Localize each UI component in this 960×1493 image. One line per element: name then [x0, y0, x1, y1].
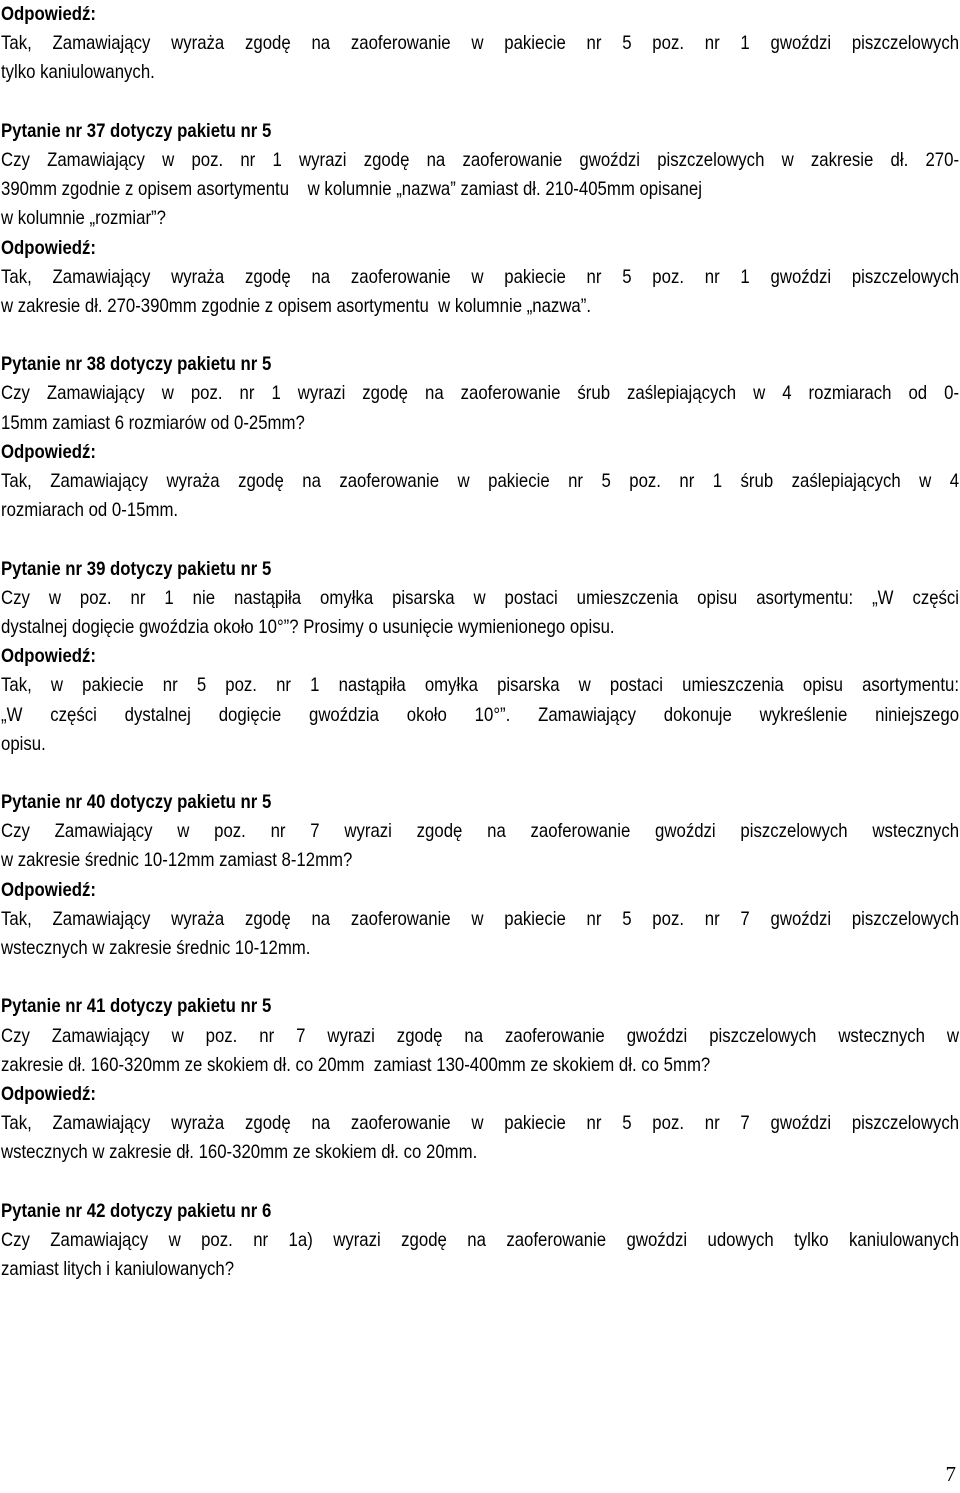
- question-heading: Pytanie nr 40 dotyczy pakietu nr 5: [1, 791, 272, 814]
- question-line: Czy w poz. nr 1 nie nastąpiła omyłka pisarska w postaci umieszczenia opisu asortymentu: „W części: [1, 586, 960, 609]
- answer-line: Tak, w pakiecie nr 5 poz. nr 1 nastąpiła omyłka pisarska w postaci umieszczenia opisu asortymentu:: [1, 674, 960, 697]
- question-line: Czy Zamawiający w poz. nr 7 wyrazi zgodę na zaoferowanie gwoździ piszczelowych wstecznych: [1, 820, 960, 843]
- question-line: zamiast litych i kaniulowanych?: [1, 1258, 235, 1281]
- question-section: [1, 992, 959, 1167]
- answer-line: opisu.: [1, 732, 46, 755]
- section-spacer: [1, 321, 959, 350]
- question-line: Czy Zamawiający w poz. nr 1 wyrazi zgodę na zaoferowanie gwoździ piszczelowych w zakresie dł. 270-: [1, 148, 960, 171]
- question-line: 15mm zamiast 6 rozmiarów od 0-25mm?: [1, 411, 305, 434]
- answer-line: Tak, Zamawiający wyraża zgodę na zaoferowanie w pakiecie nr 5 poz. nr 1 śrub zaślepiających w 4: [1, 470, 960, 492]
- answer-label: Odpowiedź:: [1, 440, 97, 463]
- question-heading: Pytanie nr 39 dotyczy pakietu nr 5: [1, 557, 272, 580]
- answer-line: Tak, Zamawiający wyraża zgodę na zaoferowanie w pakiecie nr 5 poz. nr 7 gwoździ piszczelowych: [1, 1112, 960, 1135]
- question-line: Czy Zamawiający w poz. nr 1 wyrazi zgodę na zaoferowanie śrub zaślepiających w 4 rozmiarach od 0-: [1, 382, 960, 405]
- section-spacer: [1, 88, 959, 117]
- answer-label: Odpowiedź:: [1, 1082, 97, 1105]
- question-heading: Pytanie nr 41 dotyczy pakietu nr 5: [1, 995, 272, 1018]
- answer-line: w zakresie dł. 270-390mm zgodnie z opisem asortymentu w kolumnie „nazwa”.: [1, 294, 592, 317]
- question-line: Czy Zamawiający w poz. nr 1a) wyrazi zgodę na zaoferowanie gwoździ udowych tylko kaniulowanych: [1, 1228, 960, 1251]
- answer-label: Odpowiedź:: [1, 236, 97, 259]
- answer-line: wstecznych w zakresie średnic 10-12mm.: [1, 937, 311, 959]
- answer-line: wstecznych w zakresie dł. 160-320mm ze skokiem dł. co 20mm.: [1, 1141, 478, 1164]
- question-line: w zakresie średnic 10-12mm zamiast 8-12mm?: [1, 849, 353, 872]
- question-line: 390mm zgodnie z opisem asortymentu w kolumnie „nazwa” zamiast dł. 210-405mm opisanej: [1, 178, 702, 201]
- answer-label: Odpowiedź:: [1, 3, 97, 25]
- answer-line: rozmiarach od 0-15mm.: [1, 499, 179, 522]
- question-section: [1, 350, 959, 525]
- section-spacer: [1, 525, 959, 554]
- question-heading: Pytanie nr 42 dotyczy pakietu nr 6: [1, 1199, 272, 1222]
- question-line: dystalnej dogięcie gwoździa około 10°”? Prosimy o usunięcie wymienionego opisu.: [1, 615, 615, 638]
- question-section: [1, 555, 959, 759]
- answer-label: Odpowiedź:: [1, 645, 97, 668]
- question-heading: Pytanie nr 37 dotyczy pakietu nr 5: [1, 119, 272, 142]
- question-heading: Pytanie nr 38 dotyczy pakietu nr 5: [1, 353, 272, 376]
- answer-line: Tak, Zamawiający wyraża zgodę na zaoferowanie w pakiecie nr 5 poz. nr 1 gwoździ piszczelowych: [1, 32, 960, 55]
- document-body: [1, 0, 959, 1284]
- answer-line: Tak, Zamawiający wyraża zgodę na zaoferowanie w pakiecie nr 5 poz. nr 7 gwoździ piszczelowych: [1, 907, 960, 930]
- question-line: zakresie dł. 160-320mm ze skokiem dł. co 20mm zamiast 130-400mm ze skokiem dł. co 5mm?: [1, 1053, 711, 1076]
- question-line: Czy Zamawiający w poz. nr 7 wyrazi zgodę na zaoferowanie gwoździ piszczelowych wstecznych w: [1, 1024, 960, 1047]
- answer-label: Odpowiedź:: [1, 878, 97, 901]
- question-section: [1, 1197, 959, 1285]
- answer-line: tylko kaniulowanych.: [1, 61, 155, 84]
- question-line: w kolumnie „rozmiar”?: [1, 207, 166, 230]
- answer-line: „W części dystalnej dogięcie gwoździa około 10°”. Zamawiający dokonuje wykreślenie niniejszego: [1, 703, 960, 726]
- page-number: 7: [945, 1462, 956, 1486]
- question-section: [1, 117, 959, 321]
- question-section: [1, 788, 959, 963]
- section-spacer: [1, 1168, 959, 1197]
- answer-line: Tak, Zamawiający wyraża zgodę na zaoferowanie w pakiecie nr 5 poz. nr 1 gwoździ piszczelowych: [1, 265, 960, 288]
- section-spacer: [1, 963, 959, 992]
- section-spacer: [1, 759, 959, 788]
